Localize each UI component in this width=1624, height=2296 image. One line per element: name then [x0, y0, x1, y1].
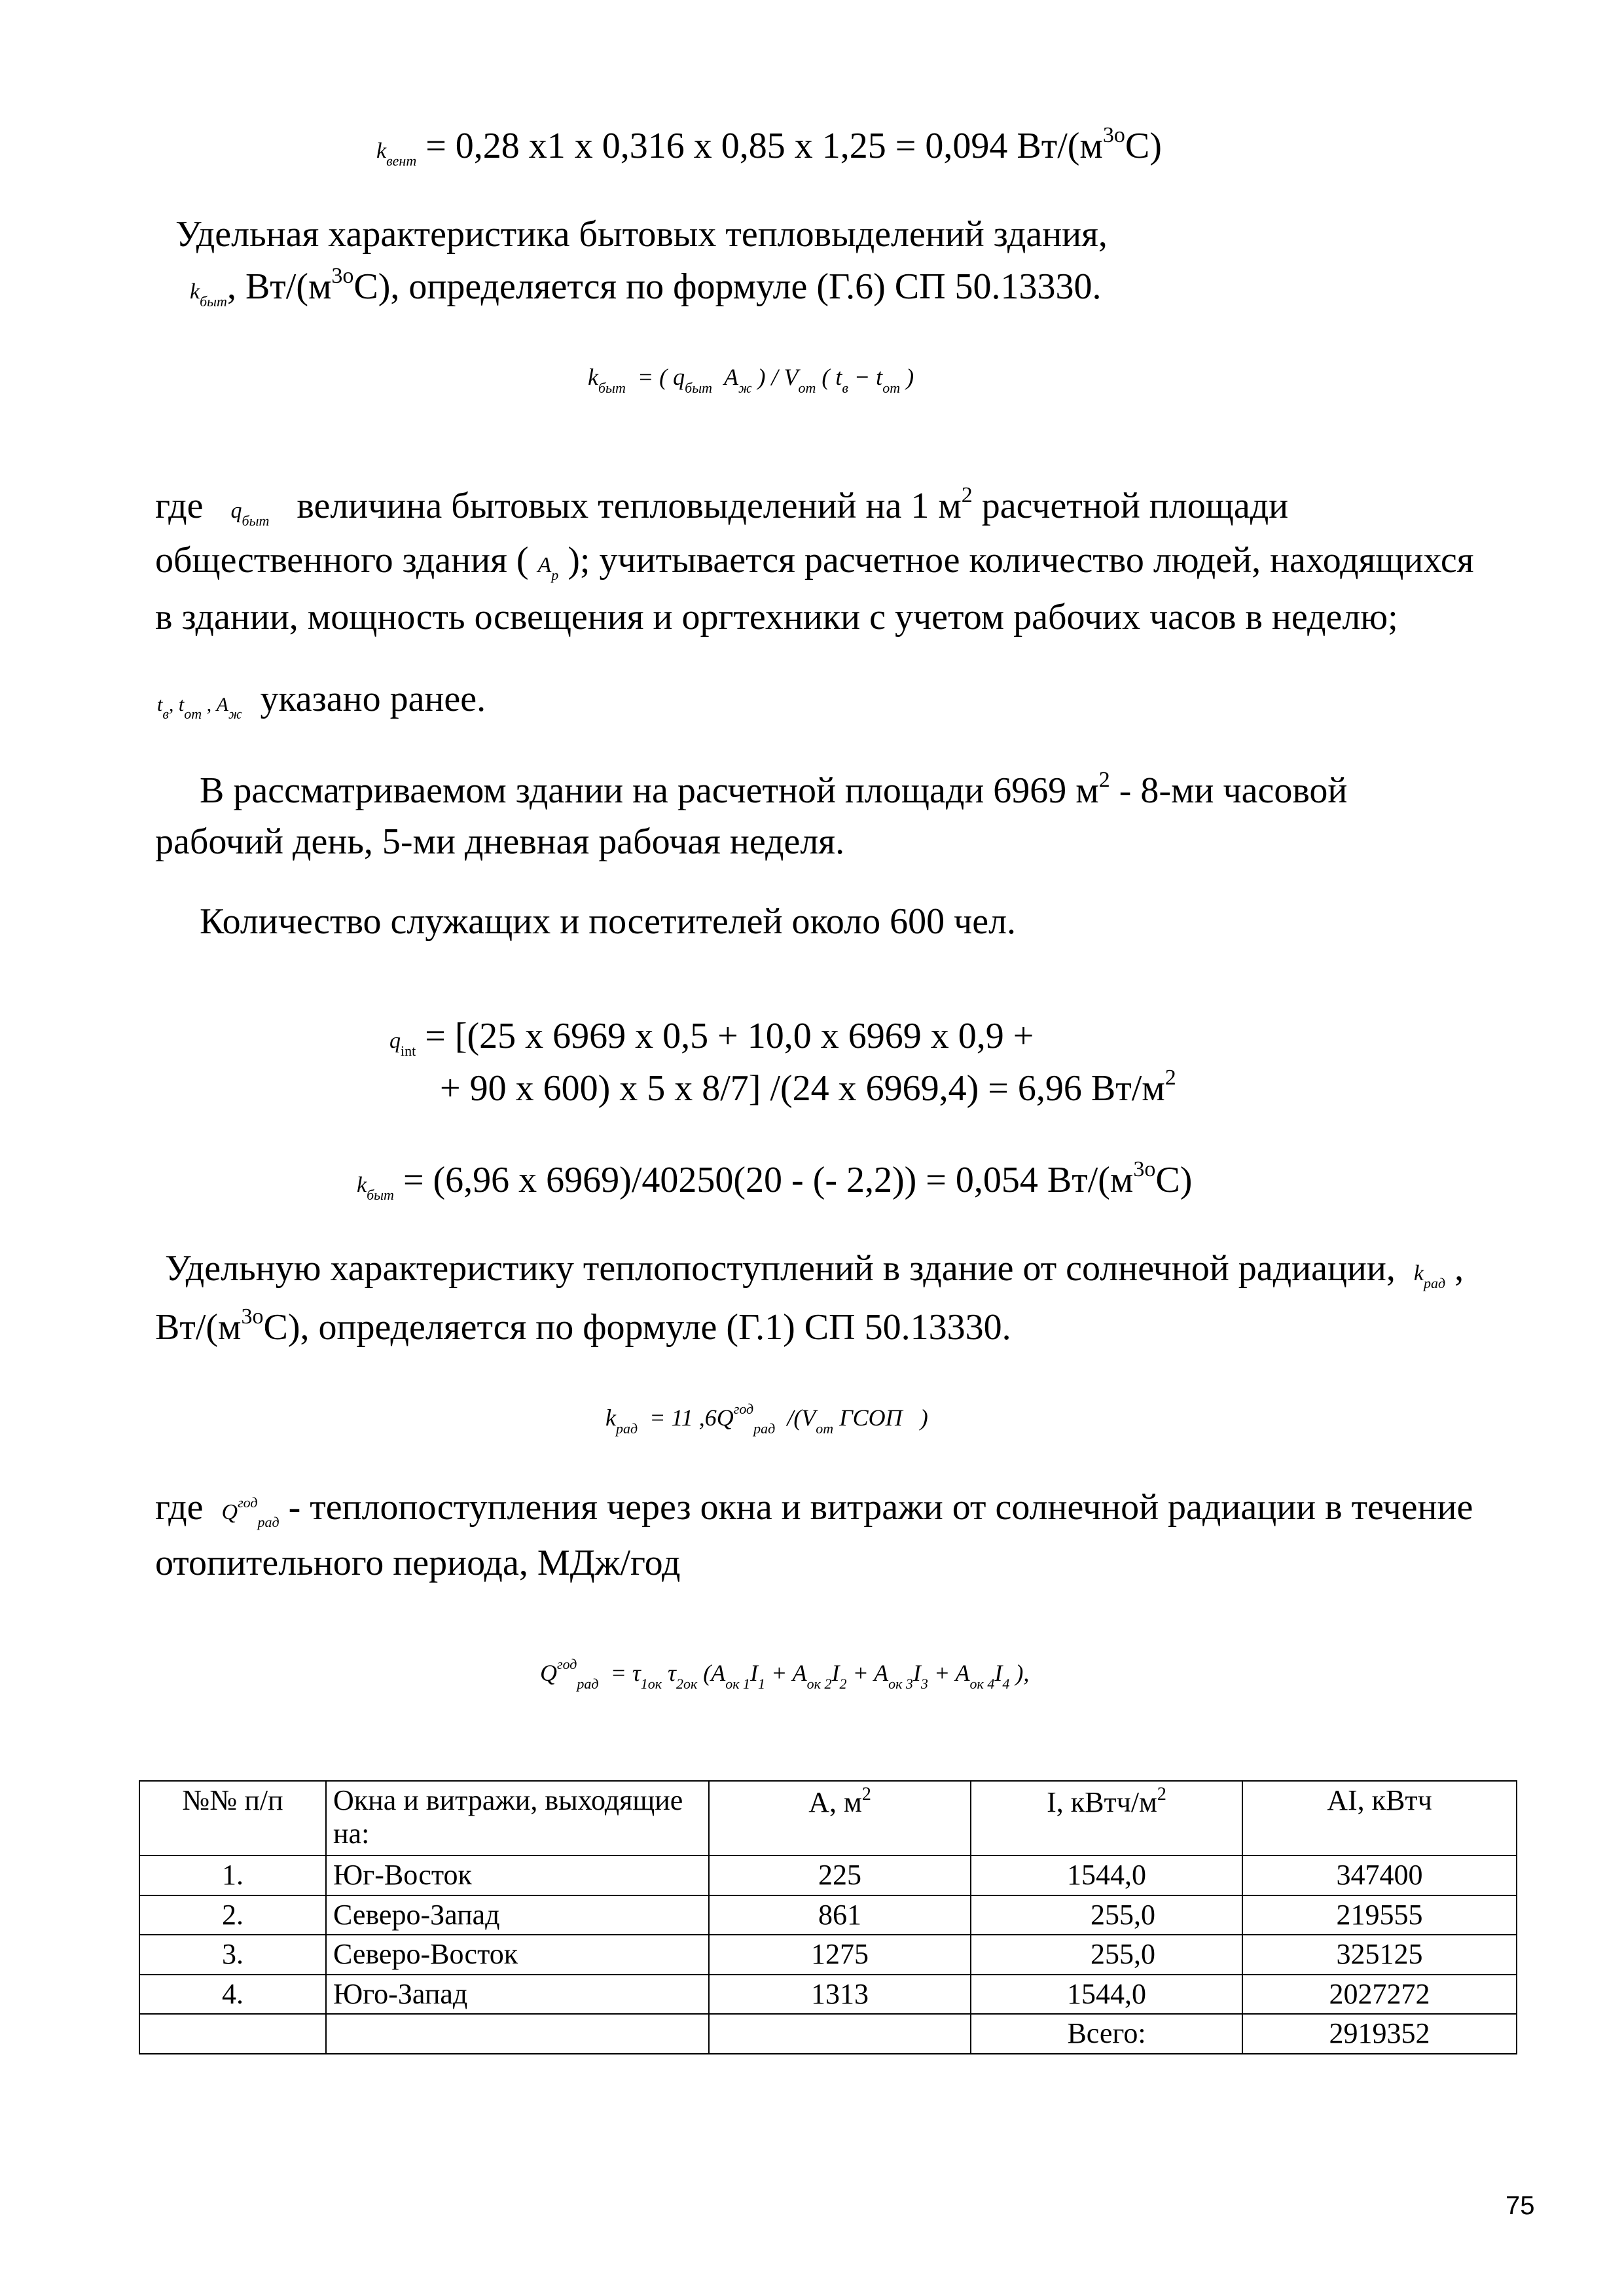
table-header-row: [139, 1781, 1517, 1856]
total-label: Всего:: [971, 2014, 1242, 2054]
paragraph-where-q-line3: в здании, мощность освещения и оргтехники с учетом рабочих часов в неделю;: [155, 597, 1398, 637]
table-row: 1. Юг-Восток 225 1544,0 347400: [139, 1856, 1517, 1895]
table-row: 4. Юго-Запад 1313 1544,0 2027272: [139, 1975, 1517, 2015]
formula-qrad: $Q^{год}_{рад} = \tau_{1ок}$ $\tau_{2ок}$ ($A_{ок 1}I_1 + A_{ок 2}I_2 + A_{ок 3}I_3 + A_{ок 4}I_4$ ),: [540, 1656, 1030, 1692]
page-number: 75: [1506, 2191, 1535, 2220]
paragraph-byt-characteristic-line1: Удельная характеристика бытовых тепловыделений здания,: [175, 214, 1108, 255]
header-num: №№ п/п: [139, 1781, 326, 1856]
formula-krad: $k_{рад} = 11$ $,6Q^{год}_{рад}$ $/(V_{от}$ ГСОП ): [605, 1401, 928, 1437]
formula-qint-line1: $q_{int} = [(25$ х 6969 х 0,5 + 10,0 х 6969 х 0,9 +: [389, 1016, 1034, 1059]
paragraph-byt-characteristic-line2: $k_{быт}$, $Вт/(м^{3о}С)$, определяется по формуле (Г.6) СП 50.13330.: [190, 264, 1102, 310]
total-value: 2919352: [1242, 2014, 1517, 2054]
paragraph-solar-line1: Удельную характеристику теплопоступлений в здание от солнечной радиации, $k_{рад}$ ,: [165, 1248, 1464, 1291]
header-intensity: I, кВтч/$м^2$: [971, 1781, 1242, 1856]
paragraph-people-count: Количество служащих и посетителей около 600 чел.: [200, 901, 1017, 942]
table-row: 3. Северо-Восток 1275 255,0 325125: [139, 1935, 1517, 1975]
paragraph-where-q-line1: где $q_{быт}$ величина бытовых тепловыделений на 1 $м^2$ расчетной площади: [155, 483, 1289, 529]
header-ai: AI, кВтч: [1242, 1781, 1517, 1856]
formula-kbyt-calc: $k_{быт} = (6,96$ х 6969)/40250(20 - (- 2,2)) = 0,054 $Вт/(м^{3о}С)$: [357, 1157, 1193, 1203]
table-total-row: [139, 2014, 1517, 2054]
paragraph-qrad-line1: где $Q^{год}_{рад}$ - теплопоступления через окна и витражи от солнечной радиации в течение: [155, 1487, 1473, 1530]
windows-table: [139, 1780, 1517, 2054]
paragraph-area-line1: В рассматриваемом здании на расчетной площади 6969 $м^2 - 8-ми$ часовой: [200, 768, 1348, 811]
paragraph-qrad-line2: отопительного периода, МДж/год: [155, 1543, 681, 1583]
paragraph-solar-line2: $Вт/(м^{3о}С)$, определяется по формуле (Г.1) СП 50.13330.: [155, 1304, 1011, 1348]
header-area: А, $м^2$: [709, 1781, 971, 1856]
formula-qint-line2: + 90 х 600) х 5 х 8/7] /(24 х 6969,4) = 6,96 $Вт/м^2$: [440, 1066, 1176, 1109]
paragraph-vars-mentioned: $t_в$, $t_{от}$ , $A_ж$ указано ранее.: [157, 679, 486, 722]
formula-kvent: $k_{вент} = 0,28$ х1 х 0,316 х 0,85 х 1,25 = 0,094 $Вт/(м^{3о}С)$: [376, 123, 1162, 169]
paragraph-where-q-line2: общественного здания ( $A_р$ ); учитывается расчетное количество людей, находящихся: [155, 540, 1474, 583]
header-windows: Окна и витражи, выходящие на:: [326, 1781, 709, 1856]
paragraph-area-line2: рабочий день, 5-ми дневная рабочая неделя.: [155, 821, 845, 862]
table-row: 2. Северо-Запад 861 255,0 219555: [139, 1895, 1517, 1935]
formula-kbyt: $k_{быт}$ = ( $q_{быт}$ $A_ж$ ) / $V_{от}$ ( $t_в - t_{от}$ ): [588, 364, 914, 396]
